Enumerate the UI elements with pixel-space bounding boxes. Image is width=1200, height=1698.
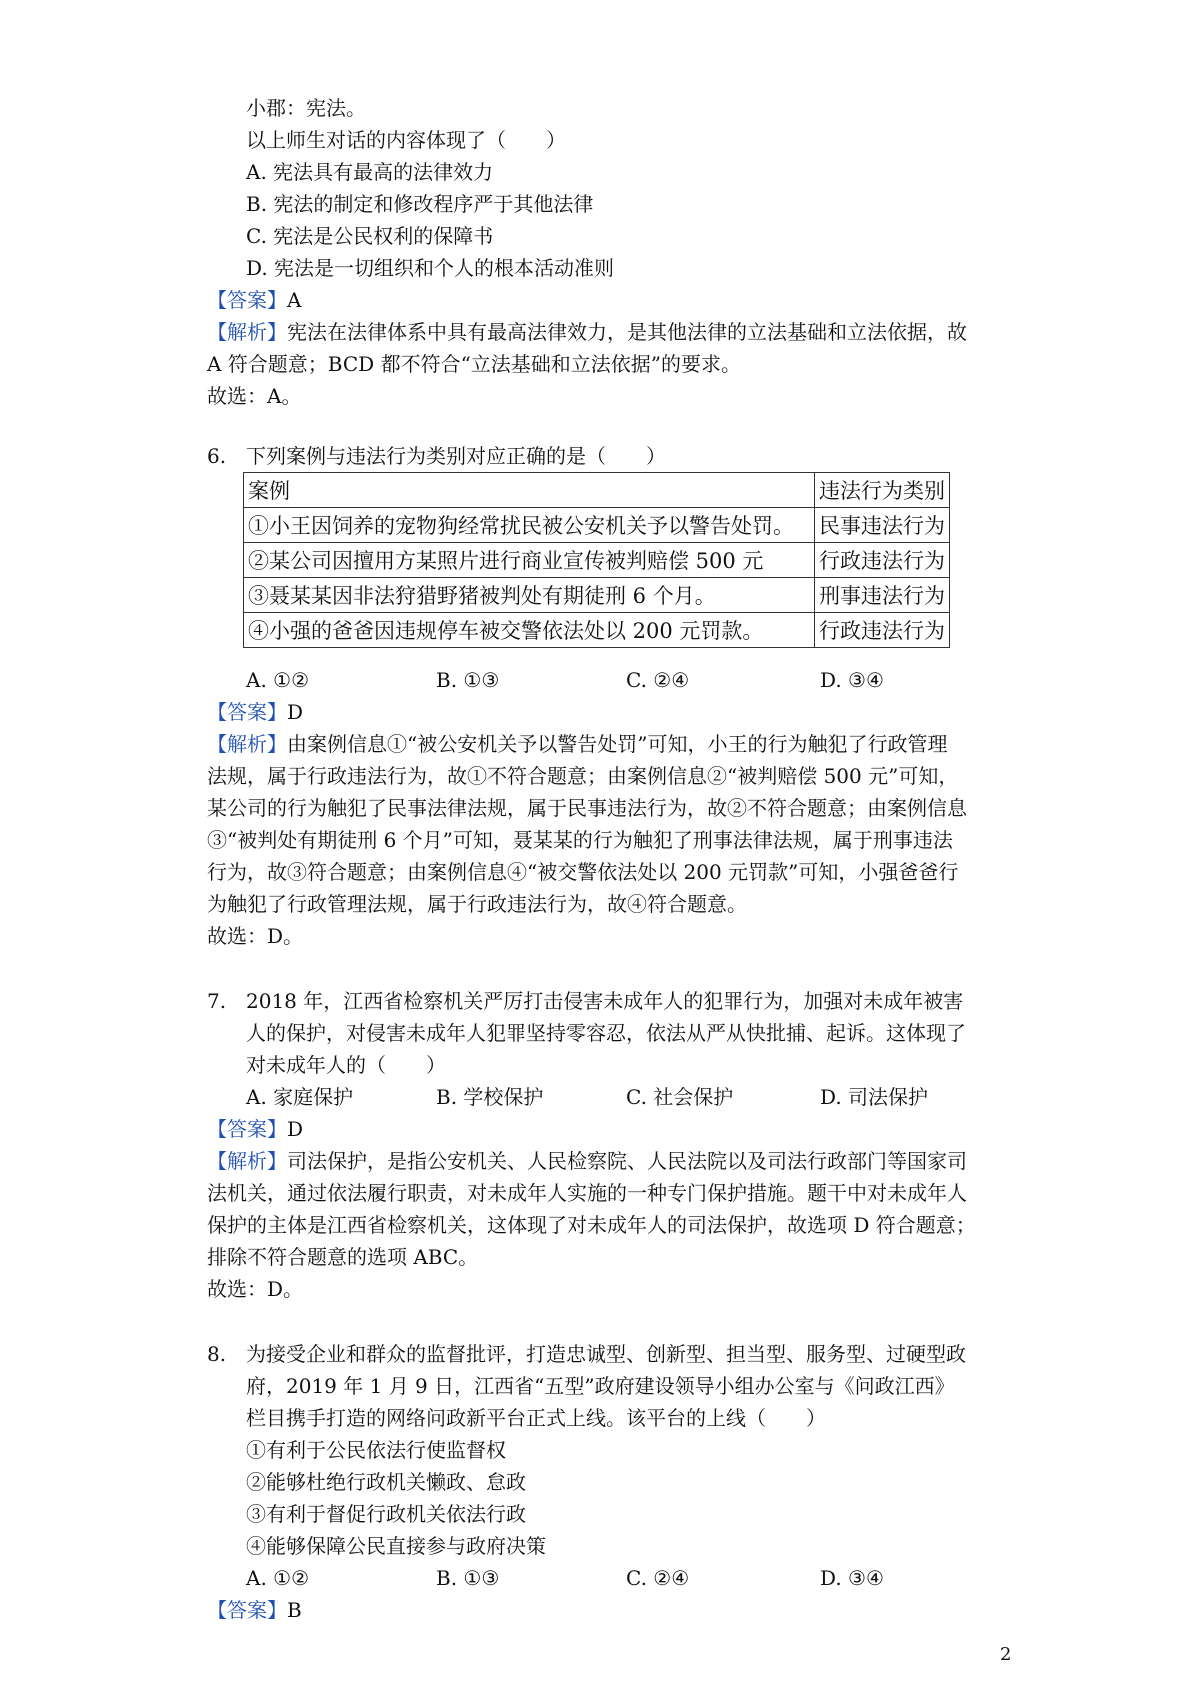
q7-option-c: C. 社会保护	[626, 1085, 734, 1109]
q5-answer	[207, 284, 967, 316]
q5-analysis	[207, 316, 967, 348]
q6-analysis-line: 为触犯了行政管理法规，属于行政违法行为，故④符合题意。	[207, 892, 747, 916]
q7-answer-block	[207, 1113, 976, 1305]
q6-number: 6.	[207, 444, 227, 468]
q7-stem-line: 2018 年，江西省检察机关严厉打击侵害未成年人的犯罪行为，加强对未成年被害	[246, 989, 964, 1013]
q6-analysis	[207, 728, 967, 760]
q7-number: 7.	[207, 989, 227, 1013]
q5-line: 以上师生对话的内容体现了（ ）	[246, 128, 566, 152]
answer-tag: 【答案】	[207, 1117, 287, 1141]
q5-answer-value: A	[287, 288, 302, 312]
q8-statement: ②能够杜绝行政机关懒政、怠政	[246, 1470, 526, 1494]
q6-option-b: B. ①③	[436, 668, 500, 692]
q6-answer-value: D	[287, 700, 304, 724]
table-header-cell: 案例	[244, 473, 815, 508]
q6-analysis-line: 法规，属于行政违法行为，故①不符合题意；由案例信息②“被判赔偿 500 元”可知，	[207, 764, 959, 788]
analysis-tag: 【解析】	[207, 1149, 287, 1173]
q5-answer-block	[207, 284, 967, 412]
q8-number: 8.	[207, 1342, 227, 1366]
q5-option-c: C. 宪法是公民权利的保障书	[246, 224, 494, 248]
table-cell: 行政违法行为	[815, 613, 950, 648]
page-number: 2	[1000, 1644, 1012, 1665]
q8-answer-value: B	[287, 1598, 302, 1622]
q6-analysis-line: 由案例信息①“被公安机关予以警告处罚”可知，小王的行为触犯了行政管理	[287, 732, 948, 756]
q8-statement: ④能够保障公民直接参与政府决策	[246, 1534, 546, 1558]
table-cell: 刑事违法行为	[815, 578, 950, 613]
q6-conclusion: 故选：D。	[207, 924, 304, 948]
table-header-cell: 违法行为类别	[815, 473, 950, 508]
table-cell: ④小强的爸爸因违规停车被交警依法处以 200 元罚款。	[244, 613, 815, 648]
q7-analysis-line: 法机关，通过依法履行职责，对未成年人实施的一种专门保护措施。题干中对未成年人	[207, 1181, 967, 1205]
q7-analysis-line: 排除不符合题意的选项 ABC。	[207, 1245, 479, 1269]
q5-analysis-line: A 符合题意；BCD 都不符合“立法基础和立法依据”的要求。	[207, 352, 742, 376]
table-cell: ②某公司因擅用方某照片进行商业宣传被判赔偿 500 元	[244, 543, 815, 578]
q7-stem-line: 人的保护，对侵害未成年人犯罪坚持零容忍，依法从严从快批捕、起诉。这体现了	[246, 1021, 966, 1045]
q7-analysis	[207, 1145, 976, 1177]
table-row	[244, 508, 950, 543]
q7-options	[246, 1081, 966, 1113]
q8-stem-line: 府，2019 年 1 月 9 日，江西省“五型”政府建设领导小组办公室与《问政江西》	[246, 1374, 955, 1398]
q6-answer-block	[207, 696, 967, 952]
q8-statement: ①有利于公民依法行使监督权	[246, 1438, 506, 1462]
q7-option-d: D. 司法保护	[820, 1085, 929, 1109]
q8-option-a: A. ①②	[246, 1566, 310, 1590]
q7-conclusion: 故选：D。	[207, 1277, 304, 1301]
q5-option-a: A. 宪法具有最高的法律效力	[246, 160, 494, 184]
q5-option-d: D. 宪法是一切组织和个人的根本活动准则	[246, 256, 615, 280]
q7-analysis-line: 保护的主体是江西省检察机关，这体现了对未成年人的司法保护，故选项 D 符合题意；	[207, 1213, 976, 1237]
q8-option-b: B. ①③	[436, 1566, 500, 1590]
table-header-row	[244, 473, 950, 508]
analysis-tag: 【解析】	[207, 320, 287, 344]
q6-analysis-line: ③“被判处有期徒刑 6 个月”可知，聂某某的行为触犯了刑事法律法规，属于刑事违法	[207, 828, 953, 852]
q7-option-a: A. 家庭保护	[246, 1085, 354, 1109]
q5-line: 小郡：宪法。	[246, 96, 366, 120]
q6-stem: 下列案例与违法行为类别对应正确的是（ ）	[246, 444, 666, 468]
q5-continuation	[246, 92, 614, 284]
q5-option-b: B. 宪法的制定和修改程序严于其他法律	[246, 192, 594, 216]
q6-answer	[207, 696, 967, 728]
q7-answer	[207, 1113, 976, 1145]
q8-answer-block	[207, 1594, 302, 1626]
q6-analysis-line: 行为，故③符合题意；由案例信息④“被交警依法处以 200 元罚款”可知，小强爸爸行	[207, 860, 959, 884]
answer-tag: 【答案】	[207, 700, 287, 724]
q6-option-a: A. ①②	[246, 668, 310, 692]
table-row	[244, 613, 950, 648]
table-row	[244, 578, 950, 613]
answer-tag: 【答案】	[207, 288, 287, 312]
q8-option-d: D. ③④	[820, 1566, 884, 1590]
q6-options	[246, 664, 966, 696]
q8-options	[246, 1562, 966, 1594]
table-cell: 行政违法行为	[815, 543, 950, 578]
table-cell: 民事违法行为	[815, 508, 950, 543]
q5-analysis-line: 宪法在法律体系中具有最高法律效力，是其他法律的立法基础和立法依据，故	[287, 320, 967, 344]
answer-tag: 【答案】	[207, 1598, 287, 1622]
q6-case-table	[243, 472, 950, 648]
q7-analysis-line: 司法保护，是指公安机关、人民检察院、人民法院以及司法行政部门等国家司	[287, 1149, 967, 1173]
q8-answer	[207, 1594, 302, 1626]
q8-stem	[246, 1338, 966, 1562]
q8-stem-line: 栏目携手打造的网络问政新平台正式上线。该平台的上线（ ）	[246, 1406, 826, 1430]
q7-answer-value: D	[287, 1117, 304, 1141]
table-cell: ①小王因饲养的宠物狗经常扰民被公安机关予以警告处罚。	[244, 508, 815, 543]
q6-option-d: D. ③④	[820, 668, 884, 692]
q7-stem-line: 对未成年人的（ ）	[246, 1053, 446, 1077]
q7-option-b: B. 学校保护	[436, 1085, 544, 1109]
q5-conclusion: 故选：A。	[207, 384, 302, 408]
q6-option-c: C. ②④	[626, 668, 690, 692]
q7-stem	[246, 985, 966, 1081]
q8-option-c: C. ②④	[626, 1566, 690, 1590]
q6-analysis-line: 某公司的行为触犯了民事法律法规，属于民事违法行为，故②不符合题意；由案例信息	[207, 796, 967, 820]
table-cell: ③聂某某因非法狩猎野猪被判处有期徒刑 6 个月。	[244, 578, 815, 613]
table-row	[244, 543, 950, 578]
q8-stem-line: 为接受企业和群众的监督批评，打造忠诚型、创新型、担当型、服务型、过硬型政	[246, 1342, 966, 1366]
analysis-tag: 【解析】	[207, 732, 287, 756]
q8-statement: ③有利于督促行政机关依法行政	[246, 1502, 526, 1526]
